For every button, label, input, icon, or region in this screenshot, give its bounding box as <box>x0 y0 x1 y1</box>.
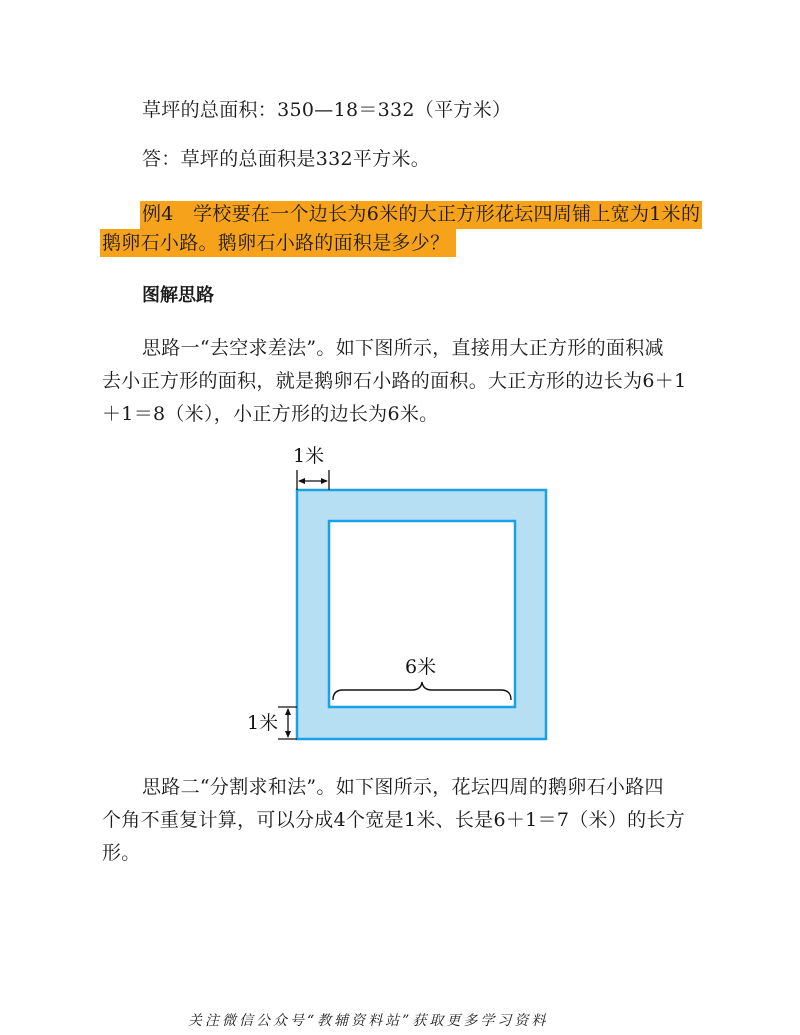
left-dim-arrowhead-bottom <box>285 731 291 738</box>
inner-dim-label: 6米 <box>405 656 437 678</box>
top-dim-arrowhead-left <box>298 478 305 484</box>
idea1-line-2: 去小正方形的面积，就是鹅卵石小路的面积。大正方形的边长为6＋1 <box>102 370 687 392</box>
top-dim-label: 1米 <box>293 445 325 467</box>
text-line-area-result: 草坪的总面积：350—18＝332（平方米） <box>142 99 512 121</box>
inner-square <box>329 521 515 707</box>
idea1-line-1: 思路一“去空求差法”。如下图所示，直接用大正方形的面积减 <box>142 337 664 359</box>
footer-watermark: 关注微信公众号“教辅资料站”获取更多学习资料 <box>188 1013 549 1029</box>
idea2-line-1: 思路二“分割求和法”。如下图所示，花坛四周的鹅卵石小路四 <box>142 776 664 798</box>
example-4-line-2: 鹅卵石小路。鹅卵石小路的面积是多少？ <box>102 232 450 254</box>
idea2-line-2: 个角不重复计算，可以分成4个宽是1米、长是6＋1＝7（米）的长方 <box>102 809 686 831</box>
idea1-line-3: ＋1＝8（米），小正方形的边长为6米。 <box>102 403 439 425</box>
top-dim-arrowhead-right <box>321 478 328 484</box>
square-path-figure <box>0 435 800 755</box>
idea2-line-3: 形。 <box>102 842 141 864</box>
left-dim-label: 1米 <box>247 712 279 734</box>
text-line-answer: 答：草坪的总面积是332平方米。 <box>142 148 431 170</box>
left-dim-arrowhead-top <box>285 708 291 715</box>
example-4-line-1: 例4 学校要在一个边长为6米的大正方形花坛四周铺上宽为1米的 <box>142 203 701 225</box>
section-heading: 图解思路 <box>142 285 214 306</box>
